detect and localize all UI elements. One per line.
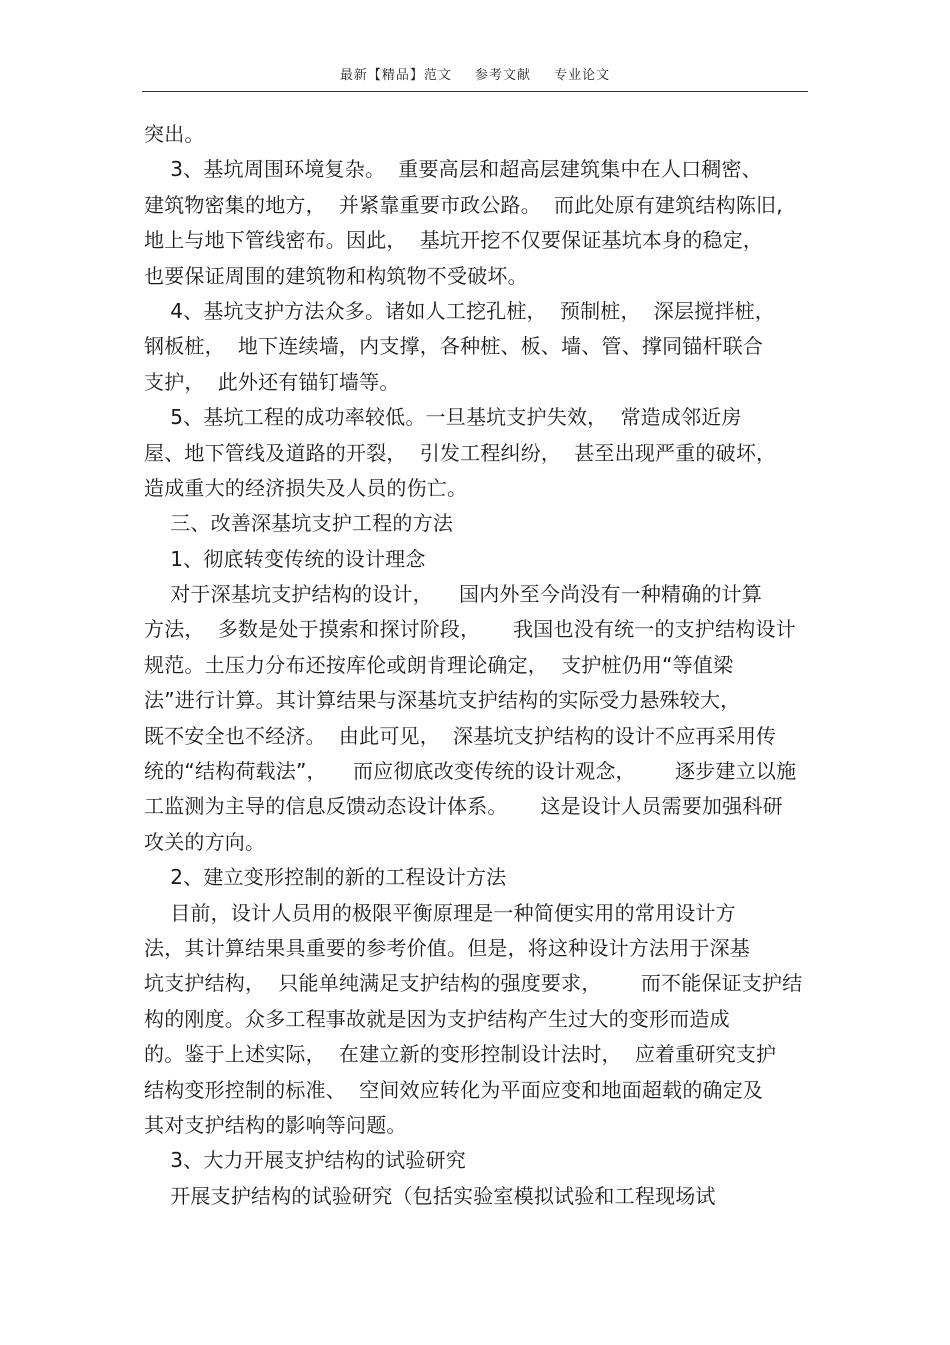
- page-header: [142, 62, 808, 92]
- text-line: 地上与地下管线密布。因此， 基坑开挖不仅要保证基坑本身的稳定，: [144, 228, 764, 253]
- header-item: 参考文献: [474, 68, 531, 83]
- text-line: 2、建立变形控制的新的工程设计方法: [144, 865, 507, 890]
- text-line: 钢板桩， 地下连续墙，内支撑，各种桩、板、墙、管、撑同锚杆联合: [144, 334, 764, 359]
- text-line: 统的“结构荷载法”， 而应彻底改变传统的设计观念， 逐步建立以施: [144, 759, 797, 784]
- header-item: 专业论文: [554, 68, 611, 83]
- text-line: 3、大力开展支护结构的试验研究: [144, 1148, 466, 1173]
- text-line: 的。鉴于上述实际， 在建立新的变形控制设计法时， 应着重研究支护: [144, 1042, 777, 1067]
- text-line: 屋、地下管线及道路的开裂， 引发工程纠纷， 甚至出现严重的破坏，: [144, 440, 777, 465]
- text-line: 支护， 此外还有锚钉墙等。: [144, 369, 400, 394]
- text-line: 开展支护结构的试验研究（包括实验室模拟试验和工程现场试: [144, 1183, 716, 1208]
- text-line: 攻关的方向。: [144, 829, 266, 854]
- text-line: 目前，设计人员用的极限平衡原理是一种简便实用的常用设计方: [144, 900, 736, 925]
- text-line: 法”进行计算。其计算结果与深基坑支护结构的实际受力悬殊较大，: [144, 688, 741, 713]
- text-line: 法，其计算结果具重要的参考价值。但是，将这种设计方法用于深基: [144, 935, 750, 960]
- text-line: 其对支护结构的影响等问题。: [144, 1112, 407, 1137]
- text-line: 4、基坑支护方法众多。诸如人工挖孔桩， 预制桩， 深层搅拌桩，: [144, 298, 775, 323]
- text-line: 工监测为主导的信息反馈动态设计体系。 这是设计人员需要加强科研: [144, 794, 783, 819]
- text-line: 建筑物密集的地方， 并紧靠重要市政公路。 而此处原有建筑结构陈旧,: [144, 192, 783, 217]
- text-line: 也要保证周围的建筑物和构筑物不受破坏。: [144, 263, 528, 288]
- text-line: 5、基坑工程的成功率较低。一旦基坑支护失效， 常造成邻近房: [144, 405, 742, 430]
- text-line: 规范。土压力分布还按库伦或朗肯理论确定， 支护桩仍用“等值梁: [144, 652, 734, 677]
- text-line: 突出。: [144, 122, 205, 146]
- text-line: 方法， 多数是处于摸索和探讨阶段， 我国也没有统一的支护结构设计: [144, 617, 796, 642]
- document-body: [144, 117, 824, 1214]
- header-item: 最新【精品】范文: [339, 68, 452, 83]
- text-line: 构的刚度。众多工程事故就是因为支护结构产生过大的变形而造成: [144, 1006, 730, 1031]
- text-line: 既不安全也不经济。 由此可见， 深基坑支护结构的设计不应再采用传: [144, 723, 777, 748]
- text-line: 三、改善深基坑支护工程的方法: [144, 511, 454, 536]
- text-line: 1、彻底转变传统的设计理念: [144, 546, 426, 571]
- text-line: 坑支护结构， 只能单纯满足支护结构的强度要求， 而不能保证支护结: [144, 971, 803, 996]
- text-line: 3、基坑周围环境复杂。 重要高层和超高层建筑集中在人口稠密、: [144, 157, 762, 182]
- text-line: 结构变形控制的标准、 空间效应转化为平面应变和地面超载的确定及: [144, 1077, 764, 1102]
- text-line: 造成重大的经济损失及人员的伤亡。: [144, 475, 468, 500]
- text-line: 对于深基坑支护结构的设计， 国内外至今尚没有一种精确的计算: [144, 582, 763, 607]
